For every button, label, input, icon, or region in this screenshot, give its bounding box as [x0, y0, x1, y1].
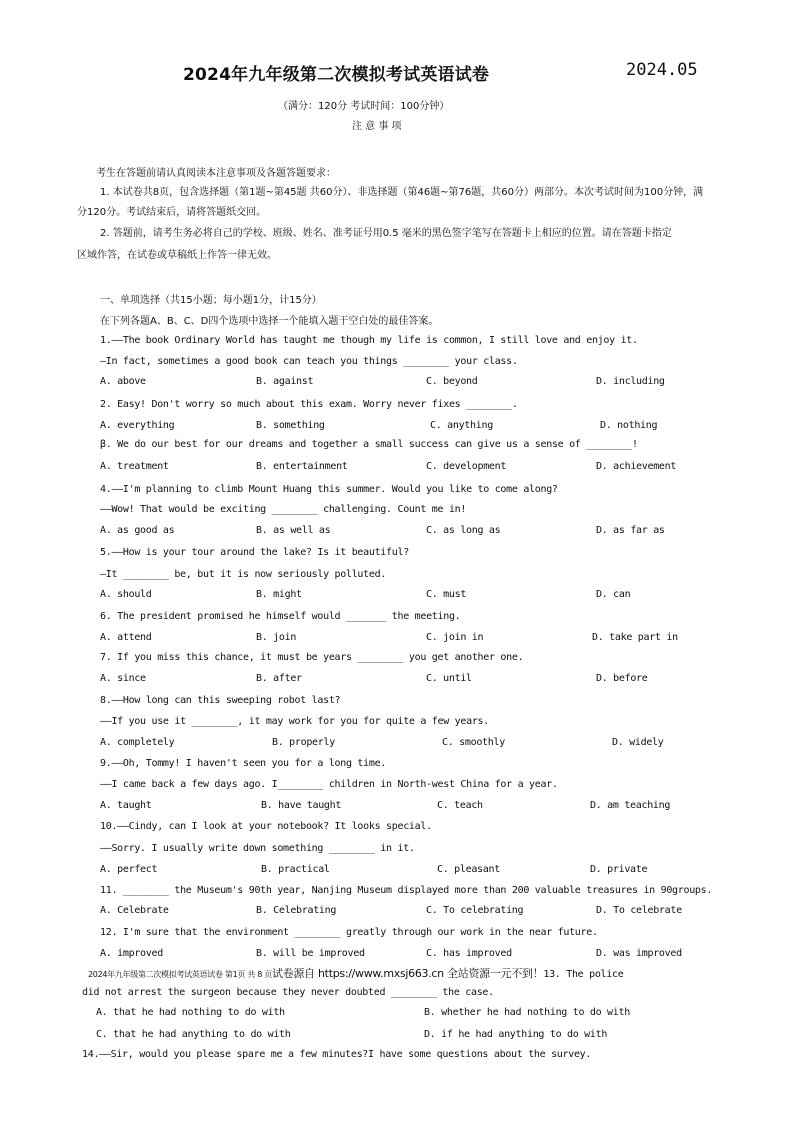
question-stem: 7. If you miss this chance, it must be years ________ you get another one.	[100, 652, 524, 663]
option-b: B. against	[256, 376, 314, 387]
option-c: C. teach	[437, 800, 483, 811]
notice-item-1: 1. 本试卷共8页，包含选择题（第1题~第45题 共60分）、非选择题（第46题~第76题，共60分）两部分。本次考试时间为100分钟，满	[100, 187, 704, 198]
question-stem: β. We do our best for our dreams and together a small success can give us a sense of ________!	[100, 439, 638, 450]
question-stem: 2. Easy! Don't worry so much about this exam. Worry never fixes ________.	[100, 399, 518, 410]
option-b: B. whether he had nothing to do with	[424, 1007, 630, 1018]
option-b: B. something	[256, 420, 325, 431]
option-a: A. that he had nothing to do with	[96, 1007, 285, 1018]
option-d: D. was improved	[596, 948, 682, 959]
option-c: C. must	[426, 589, 467, 600]
option-c: C. smoothly	[442, 737, 505, 748]
option-b: B. entertainment	[256, 461, 348, 472]
option-d: D. take part in	[592, 632, 678, 643]
option-b: B. have taught	[261, 800, 342, 811]
option-a: A. taught	[100, 800, 152, 811]
option-c: C. To celebrating	[426, 905, 524, 916]
option-b: B. Celebrating	[256, 905, 337, 916]
question-stem: —In fact, sometimes a good book can teach you things ________ your class.	[100, 356, 518, 367]
question-stem: —It ________ be, but it is now seriously polluted.	[100, 569, 387, 580]
question-13-start: 13. The police	[543, 969, 624, 980]
option-a: A. since	[100, 673, 146, 684]
question-stem: ——I came back a few days ago. I________ children in North-west China for a year.	[100, 779, 558, 790]
option-b: B. as well as	[256, 525, 331, 536]
option-c: C. development	[426, 461, 507, 472]
notice-item-2: 2. 答题前，请考生务必将自己的学校、班级、姓名、准考证号用0.5 毫米的黑色签字笔写在答题卡上相应的位置。请在答题卡指定	[100, 228, 672, 239]
option-d: D. private	[590, 864, 648, 875]
option-a: A. above	[100, 376, 146, 387]
option-d: D. can	[596, 589, 631, 600]
option-d: D. am teaching	[590, 800, 671, 811]
option-d: D. widely	[612, 737, 664, 748]
option-b: B. join	[256, 632, 297, 643]
option-a: A. attend	[100, 632, 152, 643]
question-stem: 14.——Sir, would you please spare me a few minutes?I have some questions about the survey.	[82, 1049, 592, 1060]
option-d: D. including	[596, 376, 665, 387]
option-c: C. until	[426, 673, 472, 684]
option-b: B. after	[256, 673, 302, 684]
option-c: C. as long as	[426, 525, 501, 536]
option-d: D. nothing	[600, 420, 658, 431]
question-stem: 6. The president promised he himself would _______ the meeting.	[100, 611, 461, 622]
option-d: D. if he had anything to do with	[424, 1029, 608, 1040]
option-c: C. that he had anything to do with	[96, 1029, 291, 1040]
option-a: A. as good as	[100, 525, 175, 536]
notice-item-2-cont: 区域作答，在试卷或草稿纸上作答一律无效。	[77, 250, 277, 261]
question-stem: 9.——Oh, Tommy! I haven't seen you for a long time.	[100, 758, 387, 769]
option-b: B. might	[256, 589, 302, 600]
option-d: D. To celebrate	[596, 905, 682, 916]
page-footer	[88, 965, 623, 981]
question-stem: 10.——Cindy, can I look at your notebook? It looks special.	[100, 821, 432, 832]
exam-title: 2024年九年级第二次模拟考试英语试卷	[183, 65, 490, 85]
option-b: B. practical	[261, 864, 330, 875]
question-stem: 1.——The book Ordinary World has taught me though my life is common, I still love and enjoy it.	[100, 335, 638, 346]
question-stem: 12. I'm sure that the environment ________ greatly through our work in the near future.	[100, 927, 598, 938]
option-a: A. completely	[100, 737, 175, 748]
option-b: B. will be improved	[256, 948, 365, 959]
section-instruction: 在下列各题A、B、C、D四个选项中选择一个能填入题干空白处的最佳答案。	[100, 316, 439, 327]
notice-heading: 注 意 事 项	[352, 121, 402, 132]
exam-date: 2024.05	[626, 60, 698, 80]
option-a: A. Celebrate	[100, 905, 169, 916]
option-a: A. improved	[100, 948, 163, 959]
question-stem: did not arrest the surgeon because they never doubted ________ the case.	[82, 987, 494, 998]
option-c: C. has improved	[426, 948, 512, 959]
option-a: A. treatment	[100, 461, 169, 472]
option-a: A. perfect	[100, 864, 158, 875]
option-c: C. anything	[430, 420, 493, 431]
footer-source-link[interactable]: 试卷源自 https://www.mxsj663.cn 全站资源一元不到！	[272, 967, 544, 980]
option-c: C. join in	[426, 632, 484, 643]
exam-meta: （满分：120分 考试时间：100分钟）	[278, 101, 450, 112]
option-a: A. should	[100, 589, 152, 600]
option-c: C. pleasant	[437, 864, 500, 875]
footer-page-info: 2024年九年级第二次模拟考试英语试卷 第1页 共 8 页	[88, 970, 273, 979]
question-stem: ——Wow! That would be exciting ________ challenging. Count me in!	[100, 504, 467, 515]
section-heading: 一、单项选择（共15小题；每小题1分，计15分）	[100, 295, 322, 306]
option-d: D. achievement	[596, 461, 677, 472]
option-a: A. everything	[100, 420, 175, 431]
question-stem: 8.——How long can this sweeping robot last?	[100, 695, 341, 706]
option-d: D. as far as	[596, 525, 665, 536]
question-stem: ——If you use it ________, it may work for you for quite a few years.	[100, 716, 489, 727]
option-b: B. properly	[272, 737, 335, 748]
option-c: C. beyond	[426, 376, 478, 387]
question-stem: 5.——How is your tour around the lake? Is it beautiful?	[100, 547, 409, 558]
question-stem: 11. ________ the Museum's 90th year, Nanjing Museum displayed more than 200 valuable treasures in 90groups.	[100, 885, 713, 896]
notice-item-1-cont: 分120分。考试结束后，请将答题纸交回。	[77, 207, 267, 218]
option-d: D. before	[596, 673, 648, 684]
notice-intro: 考生在答题前请认真阅读本注意事项及各题答题要求：	[96, 168, 336, 179]
question-stem: ——Sorry. I usually write down something ________ in it.	[100, 843, 415, 854]
question-stem: 4.——I'm planning to climb Mount Huang this summer. Would you like to come along?	[100, 484, 558, 495]
